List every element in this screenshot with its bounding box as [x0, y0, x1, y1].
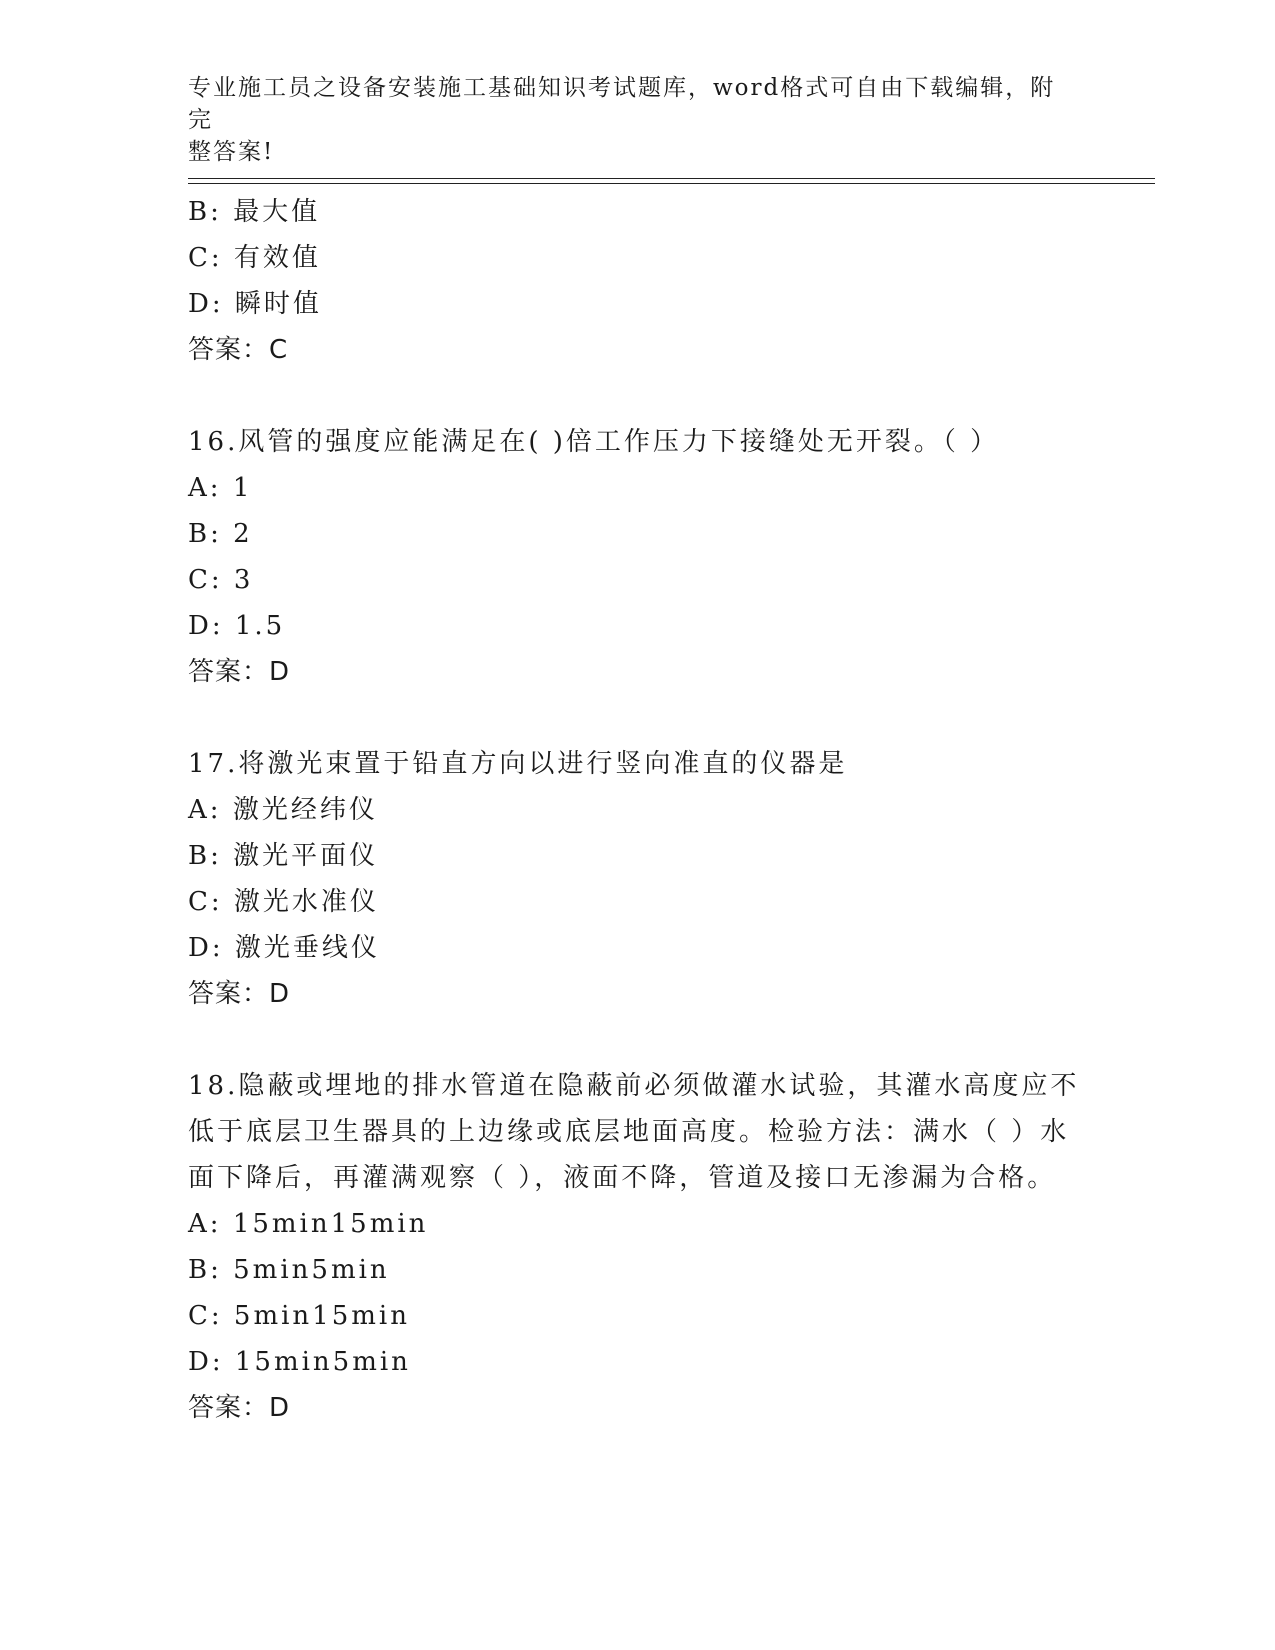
question-list — [188, 189, 1088, 1431]
question-16 — [188, 419, 1088, 695]
answer: 答案：D — [188, 979, 291, 1009]
header-line-2: 整答案! — [188, 139, 275, 165]
option-b: B: 5min5min — [188, 1255, 390, 1285]
option-d: D: 1.5 — [188, 611, 286, 641]
document-header — [188, 72, 1068, 168]
answer: 答案：D — [188, 657, 291, 687]
option-a: A: 1 — [188, 473, 253, 503]
answer: 答案：C — [188, 335, 289, 365]
header-line-1: 专业施工员之设备安装施工基础知识考试题库，word格式可自由下载编辑，附完 — [188, 75, 1056, 133]
option-c: C: 激光水准仪 — [188, 887, 379, 917]
header-divider-bottom — [188, 183, 1155, 184]
question-text-line-2: 低于底层卫生器具的上边缘或底层地面高度。检验方法：满水（ ）水 — [188, 1117, 1070, 1147]
option-b: B: 激光平面仪 — [188, 841, 379, 871]
option-c: C: 有效值 — [188, 243, 321, 273]
question-text: 17.将激光束置于铅直方向以进行竖向准直的仪器是 — [188, 749, 848, 779]
question-text-line-3: 面下降后，再灌满观察（ ），液面不降，管道及接口无渗漏为合格。 — [188, 1163, 1057, 1193]
question-17 — [188, 741, 1088, 1017]
answer: 答案：D — [188, 1393, 291, 1423]
option-d: D: 15min5min — [188, 1347, 411, 1377]
option-d: D: 激光垂线仪 — [188, 933, 380, 963]
option-a: A: 激光经纬仪 — [188, 795, 378, 825]
question-18 — [188, 1063, 1088, 1431]
option-d: D: 瞬时值 — [188, 289, 322, 319]
option-c: C: 3 — [188, 565, 254, 595]
option-b: B: 最大值 — [188, 197, 321, 227]
question-15-continuation — [188, 189, 1088, 373]
question-text-line-1: 18.隐蔽或埋地的排水管道在隐蔽前必须做灌水试验，其灌水高度应不 — [188, 1071, 1080, 1101]
option-c: C: 5min15min — [188, 1301, 410, 1331]
option-b: B: 2 — [188, 519, 253, 549]
header-divider-top — [188, 178, 1155, 179]
option-a: A: 15min15min — [188, 1209, 429, 1239]
question-text: 16.风管的强度应能满足在( )倍工作压力下接缝处无开裂。（ ） — [188, 427, 1000, 457]
